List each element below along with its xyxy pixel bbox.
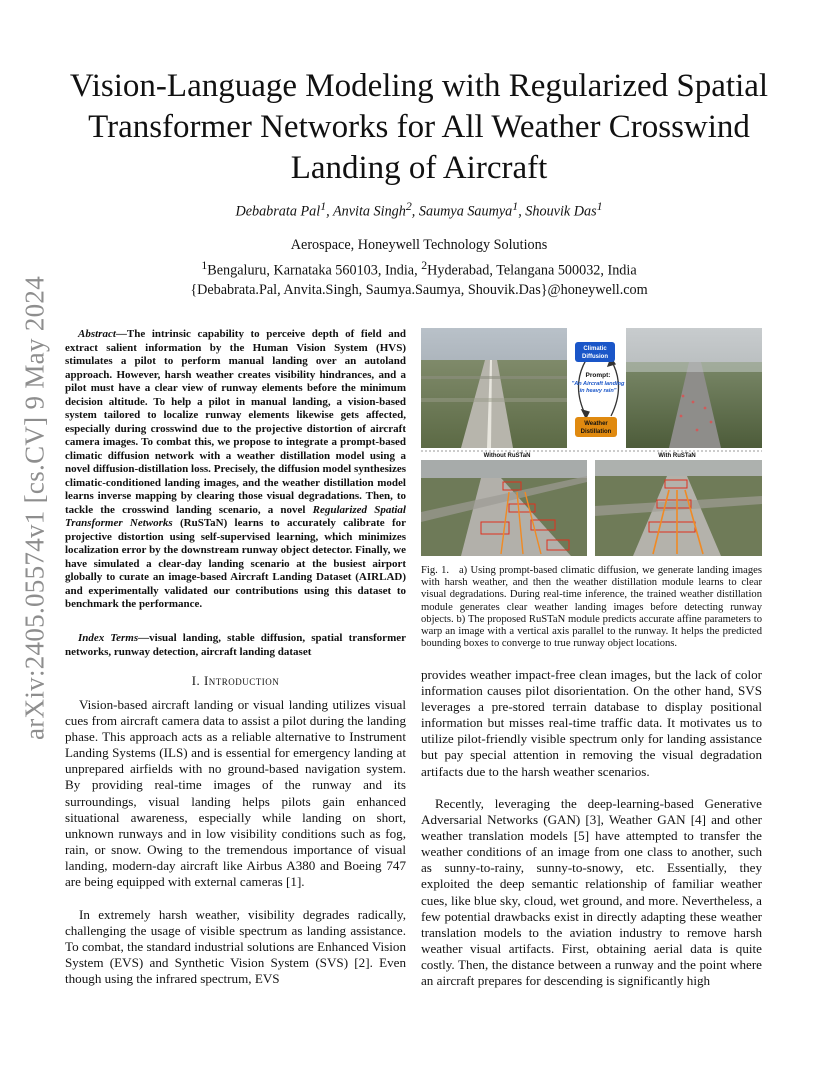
- figure-1: [421, 326, 762, 556]
- body-paragraph: provides weather impact-free clean images, but the lack of color information causes pilot disorientation. On the other hand, SVS leverages a pre-stored terrain database to display positional information but misses real-time traffic data. It motivates us to utilize pilot-friendly visible spectrum only for landing assistance but pay special attention in removing the visual degradation artifacts due to the harsh weather scenarios.: [421, 667, 762, 779]
- section-heading: I. Introduction: [191, 674, 280, 688]
- figure-1-image: [421, 326, 762, 556]
- svg-text:Diffusion: Diffusion: [582, 354, 608, 360]
- paper-title: Vision-Language Modeling with Regularized Spatial Transformer Networks for All Weather Crosswind Landing of Aircraft: [69, 68, 769, 186]
- climatic-diffusion-label: Climatic: [583, 346, 607, 352]
- with-rustan-image: [595, 460, 762, 556]
- index-terms: Index Terms—visual landing, stable diffusion, spatial transformer networks, runway detection, aircraft landing dataset: [65, 632, 406, 658]
- author: Anvita Singh: [332, 203, 406, 220]
- author: Debabrata Pal: [235, 203, 321, 220]
- body-paragraph: Recently, leveraging the deep-learning-based Generative Adversarial Networks (GAN) [3], Weather GAN [4] and other weather translation models [5] have attempted to transfer the weather conditions of an image from one class to another, such as sunny-to-rainy, sunny-to-snowy, etc. Essentially, they exploited the deep semantic relationship of familiar weather cues, like blue sky, cloud, wet ground, and more. Nevertheless, a few potential drawbacks exist in directly adapting these weather translation models to the aviation industry to remove harsh weather visual artifacts. First, obtaining aerial data is quite costly. Then, the distance between a runway and the point where an aircraft prepares for descending is significantly high: [421, 796, 762, 989]
- arxiv-watermark: [10, 258, 60, 758]
- affiliation-org: Aerospace, Honeywell Technology Solutions: [290, 237, 548, 253]
- affiliation: [60, 236, 778, 300]
- weather-distillation-label: Weather: [584, 421, 608, 427]
- without-rustan-image: [421, 460, 587, 556]
- with-rustan-label: With RuSTaN: [658, 453, 696, 459]
- prompt-label: Prompt:: [585, 372, 611, 379]
- abstract-label: Abstract: [78, 328, 116, 340]
- svg-text:Distillation: Distillation: [580, 429, 612, 435]
- figure-caption: Fig. 1. a) Using prompt-based climatic diffusion, we generate landing images with harsh weather, and then the weather distillation module learns to clear visual degradations. During real-time inference, the trained weather distillation module generates clear weather landing images before detecting runway objects. b) The proposed RuSTaN module predicts accurate affine parameters to warp an image with a vertical axis parallel to the runway. It helps the predicted bounding boxes to converge to true runway object locations.: [421, 565, 762, 650]
- arxiv-id: arXiv:2405.05574v1 [cs.CV] 9 May 2024: [19, 275, 50, 741]
- clear-landing-image: [421, 328, 567, 448]
- affiliation-locations: $^1$Bengaluru, Karnataka 560103, India, $^2$Hyderabad, Telangana 500032, India: [201, 257, 637, 279]
- author: Saumya Saumya: [418, 203, 513, 220]
- author: Shouvik Das: [525, 203, 597, 220]
- body-paragraph: In extremely harsh weather, visibility degrades radically, challenging the usage of visible spectrum as landing assistance. To combat, the standard industrial solutions are Enhanced Vision System (EVS) and Synthetic Vision System (SVS) [2]. Even though using the infrared spectrum, EVS: [65, 907, 406, 987]
- author-list: Debabrata Pal$^1$, Anvita Singh$^2$, Saumya Saumya$^1$, Shouvik Das$^1$: [235, 199, 603, 220]
- body-paragraph: Vision-based aircraft landing or visual landing utilizes visual cues from aircraft camera data to assist a pilot during the landing phase. This approach acts as a reliable alternative to Instrument Landing Systems (ILS) and is essential for emergency landing at unprepared airfields with no ground-based navigation system. By providing real-time images of the runway and its surroundings, visual landing helps pilots gain enhanced situational awareness, especially while landing on short, unknown runways and in low visibility conditions such as fog, rain, or snow. Owing to the tremendous importance of visual landing, modern-day aircraft like Airbus A380 and Boeing 747 are being equipped with external cameras [1].: [65, 697, 406, 890]
- svg-text:in heavy rain": in heavy rain": [579, 388, 617, 394]
- prompt-text: "An Aircraft landing: [571, 381, 625, 387]
- affiliation-emails: {Debabrata.Pal, Anvita.Singh, Saumya.Saumya, Shouvik.Das}@honeywell.com: [190, 281, 648, 298]
- figure-caption-label: Fig. 1.: [421, 565, 450, 576]
- index-terms-label: Index Terms: [78, 632, 139, 644]
- without-rustan-label: Without RuSTaN: [483, 453, 531, 459]
- rainy-landing-image: [626, 328, 762, 448]
- abstract: Abstract—The intrinsic capability to perceive depth of field and extract salient information by the Human Vision System (HVS) stimulates a pilot to perform manual landing over an autoland approach. However, harsh weather creates visibility hindrances, and a pilot must have a clear view of runway elements before the minimum decision altitude. To help a pilot in manual landing, a vision-based system tailored to localize runway elements likewise gets affected, especially during crosswind due to the projective distortion of aircraft camera images. To combat this, we propose to integrate a prompt-based climatic diffusion network with a weather distillation model using a novel diffusion-distillation loss. Precisely, the diffusion model synthesizes climatic-conditioned landing images, and the weather distillation model learns inverse mapping by clearing those visual degradations. Then, to tackle the crosswind landing scenario, a novel Regularized Spatial Transformer Networks (RuSTaN) learns to accurately calibrate for projective distortion using self-supervised learning, which minimizes localization error by the downstream runway object detector. Finally, we have simulated a clear-day landing scenario at the busiest airport globally to curate an image-based Aircraft Landing Dataset (AIRLAD) and experimentally validated our contributions using this dataset to benchmark the performance.: [65, 328, 406, 610]
